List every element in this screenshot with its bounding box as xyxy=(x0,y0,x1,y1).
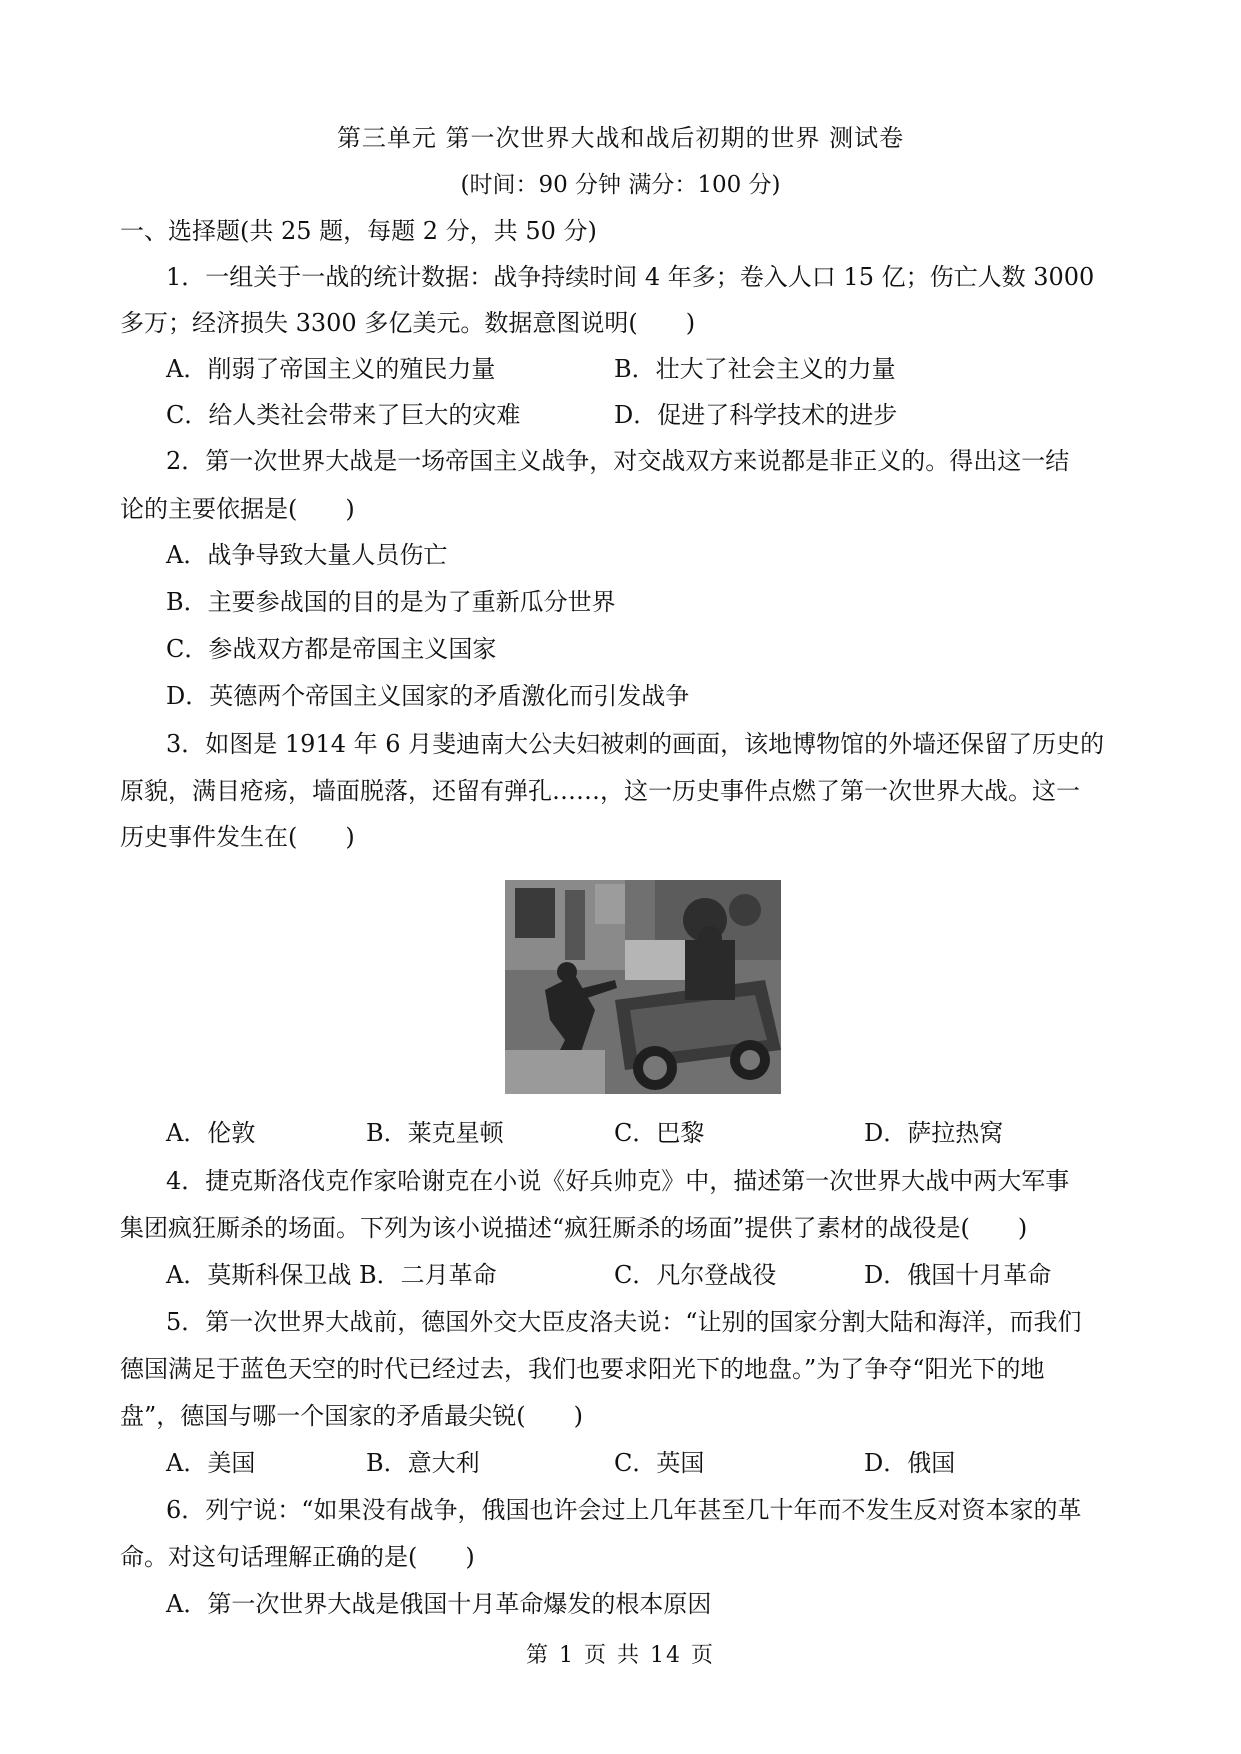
question-2-option-c: C．参战双方都是帝国主义国家 xyxy=(166,635,497,663)
question-2-option-b: B．主要参战国的目的是为了重新瓜分世界 xyxy=(166,588,616,616)
question-2-line-1: 2．第一次世界大战是一场帝国主义战争，对交战双方来说都是非正义的。得出这一结 xyxy=(166,447,1070,475)
question-3-line-1: 3．如图是 1914 年 6 月斐迪南大公夫妇被刺的画面，该地博物馆的外墙还保留了历史的 xyxy=(166,730,1105,758)
question-3-option-c: C．巴黎 xyxy=(614,1119,705,1147)
question-4-line-2: 集团疯狂厮杀的场面。下列为该小说描述“疯狂厮杀的场面”提供了素材的战役是( ) xyxy=(120,1214,1028,1242)
page-title: 第三单元 第一次世界大战和战后初期的世界 测试卷 xyxy=(336,124,905,152)
question-6-line-2: 命。对这句话理解正确的是( ) xyxy=(120,1543,475,1571)
question-3-option-d: D．萨拉热窝 xyxy=(864,1119,1004,1147)
question-1-option-b: B．壮大了社会主义的力量 xyxy=(614,355,896,383)
question-5-option-d: D．俄国 xyxy=(864,1449,956,1477)
question-5-option-b: B．意大利 xyxy=(366,1449,480,1477)
assassination-photo xyxy=(505,880,781,1094)
question-5-option-c: C．英国 xyxy=(614,1449,705,1477)
question-2-option-a: A．战争导致大量人员伤亡 xyxy=(166,541,448,569)
question-3-option-b: B．莱克星顿 xyxy=(366,1119,504,1147)
question-5-line-3: 盘”，德国与哪一个国家的矛盾最尖锐( ) xyxy=(120,1402,583,1430)
question-5-option-a: A．美国 xyxy=(166,1449,256,1477)
question-1-option-d: D．促进了科学技术的进步 xyxy=(614,401,898,429)
question-1-line-2: 多万；经济损失 3300 多亿美元。数据意图说明( ) xyxy=(120,309,696,337)
question-5-line-2: 德国满足于蓝色天空的时代已经过去，我们也要求阳光下的地盘。”为了争夺“阳光下的地 xyxy=(120,1355,1045,1383)
question-6-option-a: A．第一次世界大战是俄国十月革命爆发的根本原因 xyxy=(166,1590,712,1618)
page-footer: 第 1 页 共 14 页 xyxy=(526,1643,715,1668)
question-1-option-a: A．削弱了帝国主义的殖民力量 xyxy=(166,355,496,383)
question-5-line-1: 5．第一次世界大战前，德国外交大臣皮洛夫说：“让别的国家分割大陆和海洋，而我们 xyxy=(166,1308,1082,1336)
page-subtitle: (时间：90 分钟 满分：100 分) xyxy=(460,172,781,198)
question-3-line-3: 历史事件发生在( ) xyxy=(120,823,355,851)
question-6-line-1: 6．列宁说：“如果没有战争，俄国也许会过上几年甚至几十年而不发生反对资本家的革 xyxy=(166,1496,1082,1524)
section-heading: 一、选择题(共 25 题，每题 2 分，共 50 分) xyxy=(120,217,597,245)
question-4-option-c: C．凡尔登战役 xyxy=(614,1261,777,1289)
question-2-line-2: 论的主要依据是( ) xyxy=(120,495,355,523)
question-1-line-1: 1．一组关于一战的统计数据：战争持续时间 4 年多；卷入人口 15 亿；伤亡人数 3000 xyxy=(166,263,1095,291)
question-1-option-c: C．给人类社会带来了巨大的灾难 xyxy=(166,401,521,429)
question-4-line-1: 4．捷克斯洛伐克作家哈谢克在小说《好兵帅克》中，描述第一次世界大战中两大军事 xyxy=(166,1167,1070,1195)
question-3-line-2: 原貌，满目疮疡，墙面脱落，还留有弹孔……，这一历史事件点燃了第一次世界大战。这一 xyxy=(120,777,1080,805)
question-3-option-a: A．伦敦 xyxy=(166,1119,256,1147)
question-4-option-a-b: A．莫斯科保卫战 B．二月革命 xyxy=(166,1261,497,1289)
question-2-option-d: D．英德两个帝国主义国家的矛盾激化而引发战争 xyxy=(166,682,690,710)
question-4-option-d: D．俄国十月革命 xyxy=(864,1261,1052,1289)
